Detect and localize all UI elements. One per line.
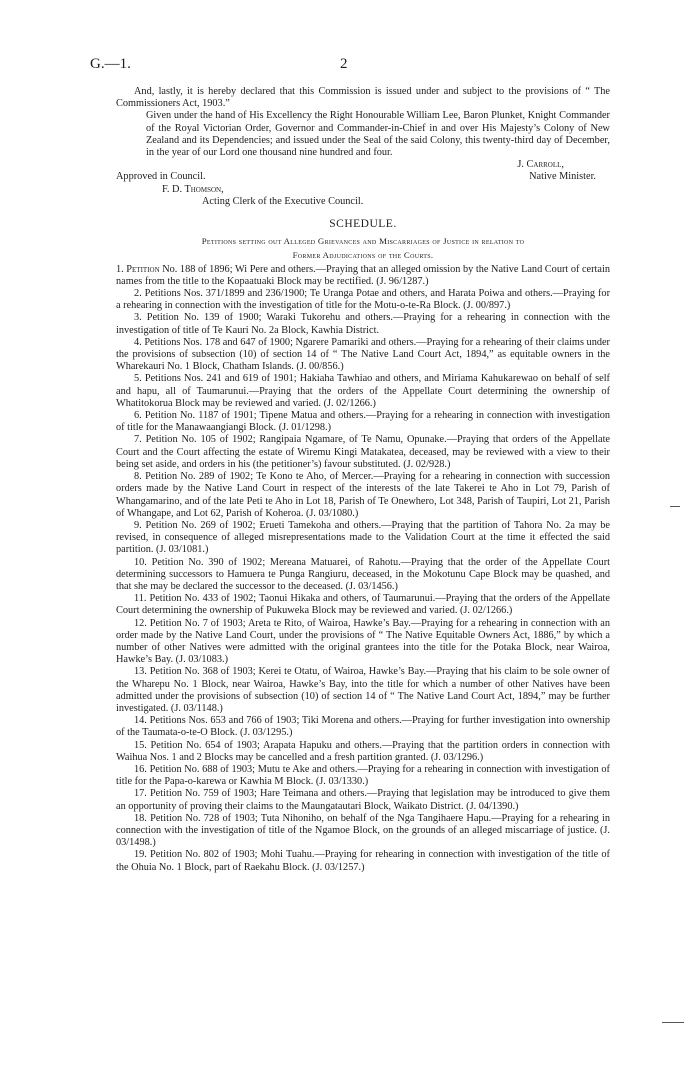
petition-item — [116, 337, 610, 374]
petition-text: Petition No. 7 of 1903; Areta te Rito, of Wairoa, Hawke’s Bay.—Praying for a rehearing in connection with an order made by the Native Land Court, under the provisions of “ The Native Equitable Owners Act, 1886,” by which a number of other Natives were admitted with the original grantees into the title for the Potaka Block, near Wairoa, Hawke’s Bay. (J. 03/1083.) — [116, 617, 610, 666]
margin-mark — [662, 1022, 684, 1023]
petition-number: 17. — [134, 788, 147, 800]
petition-text: Petition No. 654 of 1903; Arapata Hapuku and others.—Praying that the partition orders in connection with Waihua Nos. 1 and 2 Blocks may be cancelled and a fresh partition granted. (J. 03/1296.) — [116, 739, 610, 763]
petition-number: 19. — [134, 849, 147, 861]
petition-text: Petitions Nos. 241 and 619 of 1901; Hakiaha Tawhiao and others, and Miriama Kahukarewao on behalf of self and hapu, all of Taumarunui.—Praying that the orders of the Appellate Court determining the ownership of Whatitokorua Block may be reviewed and varied. (J. 02/1266.) — [116, 373, 610, 409]
petition-text: Petition No. 728 of 1903; Tuta Nihoniho, on behalf of the Nga Tangihaere Hapu.—Praying for a rehearing in connection with the investigation of title of the Ngamoe Block, on the grounds of an alleged miscarriage of justice. (J. 03/1498.) — [116, 812, 610, 849]
petition-text: Petition No. 1187 of 1901; Tipene Matua and others.—Praying for a rehearing in connection with investigation of title for the Manawaangiangi Block. (J. 01/1298.) — [116, 410, 610, 434]
petition-number: 3. — [134, 312, 142, 324]
page-number: 2 — [340, 56, 348, 72]
petition-item — [116, 740, 610, 764]
petition-number: 15. — [134, 739, 147, 751]
approval-row — [116, 171, 610, 183]
petition-text: Petition No. 368 of 1903; Kerei te Otatu, of Wairoa, Hawke’s Bay.—Praying that his claim to be sole owner of the Wharepu No. 1 Block, near Wairoa, Hawke’s Bay, into the title for which a number of other Natives have been admitted under the provisions of subsection (10) of section 14 of “ The Native Land Court Act, 1894,” may be further investigated. (J. 03/1148.) — [116, 666, 610, 714]
petition-number: 5. — [134, 373, 142, 385]
petition-number: 6. — [134, 410, 142, 422]
petition-number: 14. — [134, 715, 147, 727]
petition-item — [116, 373, 610, 410]
petition-item — [116, 666, 610, 715]
petition-text: Petition No. 802 of 1903; Mohi Tuahu.—Praying for rehearing in connection with investigation of the title of the Ohuia No. 1 Block, part of Raekahu Block. (J. 03/1257.) — [116, 849, 610, 873]
petition-text: Petitions Nos. 371/1899 and 236/1900; Te Uranga Potae and others, and Harata Poiwa and others.—Praying for a rehearing in connection with the investigation of title for the Motu-o-te-Ra Block. (J. 00/897.) — [116, 288, 610, 312]
petition-item — [116, 813, 610, 850]
petition-text: Petition No. 688 of 1903; Mutu te Ake and others.—Praying for a rehearing in connection with investigation of title for the Papa-o-karewa or Kawhia M Block. (J. 03/1330.) — [116, 763, 610, 788]
petition-text: Petition No. 139 of 1900; Waraki Tukorehu and others.—Praying for a rehearing in connection with the investigation of title of Te Kauri No. 2a Block, Kawhia District. — [116, 312, 610, 336]
petition-number: 9. — [134, 519, 142, 531]
signatory-name-text: J. Carroll, — [517, 159, 564, 171]
petition-text: Petitions Nos. 653 and 766 of 1903; Tiki Morena and others.—Praying for further investigation into ownership of the Taumata-o-te-O Block. (J. 03/1295.) — [116, 715, 610, 739]
petition-text: Petition No. 269 of 1902; Erueti Tamekoha and others.—Praying that the partition of Tahora No. 2a may be revised, in consequence of alleged misrepresentations made to the Validation Court at the time it effected the said partition. (J. 03/1081.) — [116, 519, 610, 556]
given-under-hand-paragraph: Given under the hand of His Excellency the Right Honourable William Lee, Baron Plunket, Knight Commander of the Royal Victorian Order, Governor and Commander-in-Chief in and over His Majesty’s Colony of New Zealand and its Dependencies; and issued under the Seal of the said Colony, this twenty-third day of December, in the year of our Lord one thousand nine hundred and four. — [146, 110, 610, 159]
petition-text: Petition No. 390 of 1902; Mereana Matuarei, of Rahotu.—Praying that the order of the Appellate Court determining successors to Hamuera te Punga Rangiuru, deceased, in the Mokotunu Cape Block may be quashed, and that she may be declared the successor to the deceased. (J. 03/1456.) — [116, 556, 610, 592]
signatory-title: Native Minister. — [529, 171, 596, 183]
schedule-subtitle-line1: Petitions setting out Alleged Grievances and Miscarriages of Justice in relation to — [201, 236, 525, 247]
petition-item — [116, 715, 610, 739]
petition-number: 4. — [134, 336, 142, 348]
petition-text: Petition No. 289 of 1902; Te Kono te Aho, of Mercer.—Praying for a rehearing in connection with succession orders made by the Native Land Court in respect of the interests of the late Takerei te Aho in Lot 79, Parish of Whangamarino, and of the late Peti te Aho in Lot 18, Parish of Te Onewhero, Lot 348, Parish of Taupiri, Lot 21, Parish of Whangape, and Lot 62, Parish of Koheroa. (J. 03/1080.) — [116, 471, 610, 519]
petition-text: Petition No. 105 of 1902; Rangipaia Ngamare, of Te Namu, Opunake.—Praying that orders of the Appellate Court and the Court affecting the estate of Wiremu Kingi Matakatea, deceased, may be reviewed with a view to their being set aside, and orders in his (the petitioner’s) favour substituted. (J. 02/928.) — [116, 434, 610, 470]
petition-item — [116, 471, 610, 520]
petition-item — [116, 593, 610, 617]
document-body — [116, 86, 610, 874]
petition-number: 18. — [134, 812, 147, 824]
petition-item — [116, 434, 610, 471]
petition-text: Petition No. 759 of 1903; Hare Teimana and others.—Praying that legislation may be introduced to give them an opportunity of proving their claims to the Maungatautari Block, Waikato District. (J. 04/1390.) — [116, 788, 610, 812]
petition-item — [116, 849, 610, 873]
approved-in-council: Approved in Council. — [116, 171, 206, 183]
declaration-paragraph: And, lastly, it is hereby declared that this Commission is issued under and subject to the provisions of “ The Commissioners Act, 1903.” — [116, 86, 610, 110]
margin-mark — [670, 506, 680, 507]
petition-number: 16. — [134, 763, 147, 775]
petition-number: 1. Petition — [116, 263, 160, 275]
petition-item — [116, 764, 610, 788]
petition-text: No. 188 of 1896; Wi Pere and others.—Praying that an alleged omission by the Native Land Court of certain names from the title to the Kopaatuaki Block may be rectified. (J. 96/1287.) — [116, 263, 610, 287]
clerk-name: F. D. Thomson, — [162, 183, 224, 195]
petition-number: 11. — [134, 593, 147, 605]
petition-item — [116, 520, 610, 557]
petition-number: 7. — [134, 434, 142, 446]
petition-number: 8. — [134, 471, 142, 483]
petition-number: 13. — [134, 666, 147, 678]
schedule-title: SCHEDULE. — [329, 218, 397, 231]
document-reference: G.—1. — [90, 56, 131, 72]
clerk-title: Acting Clerk of the Executive Council. — [202, 195, 364, 207]
petition-list — [116, 264, 610, 874]
schedule-subtitle-line2: Former Adjudications of the Courts. — [292, 250, 434, 261]
petition-number: 10. — [134, 556, 147, 568]
petition-text: Petition No. 433 of 1902; Taonui Hikaka and others, of Taumarunui.—Praying that the orders of the Appellate Court determining the ownership of Pukuweka Block may be reviewed and varied. (J. 02/1266.) — [116, 593, 610, 617]
petition-number: 2. — [134, 288, 142, 300]
petition-number: 12. — [134, 617, 147, 629]
petition-item — [116, 288, 610, 312]
petition-item — [116, 410, 610, 434]
petition-item — [116, 788, 610, 812]
petition-item — [116, 264, 610, 288]
petition-item — [116, 557, 610, 594]
petition-item — [116, 618, 610, 667]
signatory-name — [116, 159, 610, 171]
petition-text: Petitions Nos. 178 and 647 of 1900; Ngarere Pamariki and others.—Praying for a rehearing of their claims under the provisions of subsection (10) of section 14 of “ The Native Land Court Act, 1894,” as equitable owners in the Wharekauri No. 1 Block, Chatham Islands. (J. 00/856.) — [116, 336, 610, 373]
petition-item — [116, 312, 610, 336]
